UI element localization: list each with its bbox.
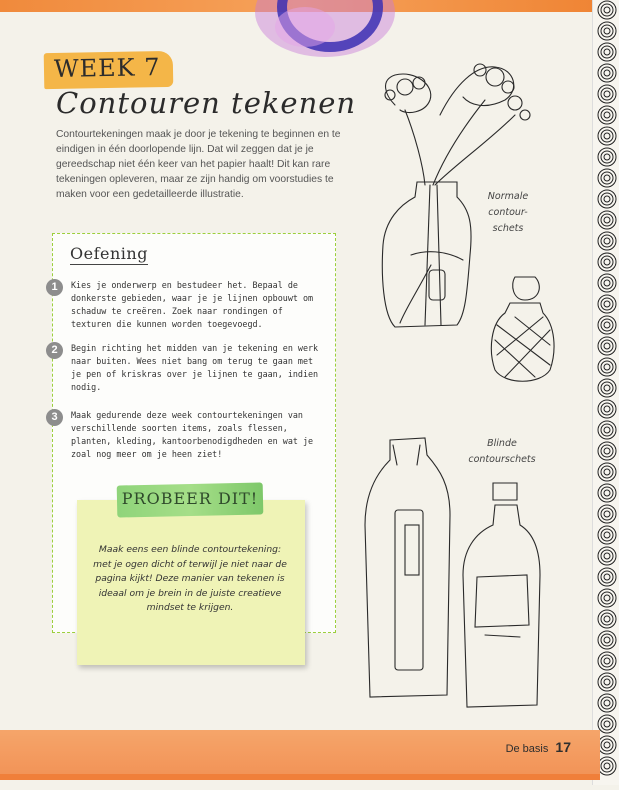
caption-normal-sketch: Normale contour-schets xyxy=(487,191,529,234)
step-text: Kies je onderwerp en bestudeer het. Bepaal de donkerste gebieden, waar je je lijnen opbouwt om schaduw te creëren. Zoek naar rondingen of texturen die kunnen worden toegevoegd. xyxy=(71,280,314,329)
tip-title: PROBEER DIT! xyxy=(121,489,259,508)
step-number-badge: 1 xyxy=(46,279,63,296)
tip-text: Maak eens een blinde contourtekening: met je ogen dicht of terwijl je niet naar de pagina kijkt! Deze manier van tekenen is ideaal om je brein in de juiste creatieve mindset te krijgen. xyxy=(93,544,287,613)
week-label: WEEK 7 xyxy=(53,53,161,83)
bottle-sketch-illustration xyxy=(345,55,595,715)
step-number-badge: 3 xyxy=(46,409,63,426)
page-footer xyxy=(506,739,571,755)
page-title: Contouren tekenen xyxy=(56,86,357,120)
page-number: 17 xyxy=(555,739,571,755)
footer-section: De basis xyxy=(505,743,549,755)
caption-blind-sketch: Blinde contourschets xyxy=(468,438,536,465)
step-number-badge: 2 xyxy=(46,342,63,359)
spiral-binding xyxy=(592,0,619,785)
intro-paragraph: Contourtekeningen maak je door je tekening te beginnen en te eindigen in één doorlopende lijn. Dat wil zeggen dat je je gereedschap niet één keer van het papier haalt! Dit kan rare tekeningen opleveren, maar ze zijn handig om voorstudies te maken voor een gedetailleerde illustratie. xyxy=(56,129,341,200)
exercise-title: Oefening xyxy=(70,244,148,263)
week-tag xyxy=(44,51,173,89)
step-text: Begin richting het midden van je tekening en werk naar buiten. Wees niet bang om terug te gaan met je pen of kriskras over je lijnen te gaan, indien nodig. xyxy=(71,343,319,392)
step-text: Maak gedurende deze week contourtekeningen van verschillende soorten items, zoals flessen, planten, kleding, kantoorbenodigdheden en wat je zoal nog meer om je heen ziet! xyxy=(71,410,314,459)
